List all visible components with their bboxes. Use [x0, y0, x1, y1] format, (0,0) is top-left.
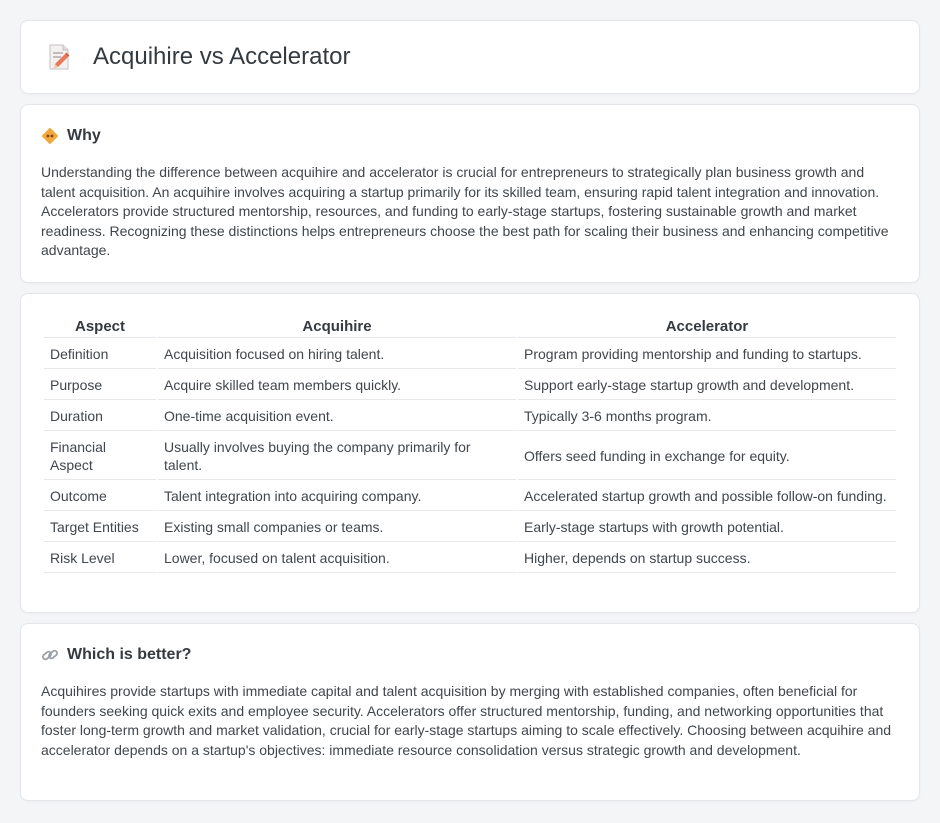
why-text: Understanding the difference between acquihire and accelerator is crucial for entrepreneurs to strategically plan business growth and talent acquisition. An acquihire involves acquiring a startup primarily for its skilled team, ensuring rapid talent integration and innovation. Accelerators provide structured mentorship, resources, and funding to early-stage startups, fostering sustainable growth and market readiness. Recognizing these distinctions helps entrepreneurs choose the best path for scaling their business and enhancing competitive advantage. [41, 164, 889, 258]
page-title: Acquihire vs Accelerator [93, 43, 351, 70]
header-aspect: Aspect [44, 316, 156, 338]
header-card [20, 20, 920, 94]
header-accelerator: Accelerator [518, 316, 896, 338]
row-aspect: Financial Aspect [44, 433, 156, 480]
document-pencil-icon [45, 43, 73, 71]
row-acquihire: Usually involves buying the company primarily for talent. [158, 433, 516, 480]
row-acquihire: Acquire skilled team members quickly. [158, 371, 516, 400]
row-aspect: Duration [44, 402, 156, 431]
better-text: Acquihires provide startups with immediate capital and talent acquisition by merging with established companies, often beneficial for founders seeking quick exits and employee security. Accelerators offer structured mentorship, funding, and networking opportunities that foster long-term growth and market validation, crucial for early-stage startups aiming to scale effectively. Choosing between acquihire and accelerator depends on a startup's objectives: immediate resource consolidation versus strategic growth and development. [41, 683, 892, 758]
row-aspect: Outcome [44, 482, 156, 511]
table-row [44, 433, 896, 480]
row-acquihire: Acquisition focused on hiring talent. [158, 340, 516, 369]
diamond-sign-icon [41, 127, 59, 145]
row-aspect: Definition [44, 340, 156, 369]
row-accelerator: Higher, depends on startup success. [518, 544, 896, 573]
row-accelerator: Typically 3-6 months program. [518, 402, 896, 431]
better-heading [41, 646, 899, 664]
table-row [44, 513, 896, 542]
table-row [44, 482, 896, 511]
row-acquihire: Talent integration into acquiring company. [158, 482, 516, 511]
why-heading [41, 127, 899, 145]
row-aspect: Purpose [44, 371, 156, 400]
row-accelerator: Program providing mentorship and funding to startups. [518, 340, 896, 369]
better-title: Which is better? [67, 646, 192, 663]
row-accelerator: Accelerated startup growth and possible follow-on funding. [518, 482, 896, 511]
why-title: Why [67, 127, 101, 144]
row-accelerator: Early-stage startups with growth potential. [518, 513, 896, 542]
row-acquihire: Lower, focused on talent acquisition. [158, 544, 516, 573]
why-section [20, 104, 920, 283]
link-icon [41, 646, 59, 664]
table-row [44, 544, 896, 573]
row-accelerator: Offers seed funding in exchange for equity. [518, 433, 896, 480]
row-aspect: Risk Level [44, 544, 156, 573]
row-aspect: Target Entities [44, 513, 156, 542]
table-row [44, 402, 896, 431]
row-acquihire: Existing small companies or teams. [158, 513, 516, 542]
row-accelerator: Support early-stage startup growth and development. [518, 371, 896, 400]
table-row [44, 340, 896, 369]
comparison-section [20, 293, 920, 613]
table-row [44, 371, 896, 400]
row-acquihire: One-time acquisition event. [158, 402, 516, 431]
which-better-section [20, 623, 920, 801]
header-acquihire: Acquihire [158, 316, 516, 338]
comparison-table [42, 314, 898, 575]
table-header-row [44, 316, 896, 338]
